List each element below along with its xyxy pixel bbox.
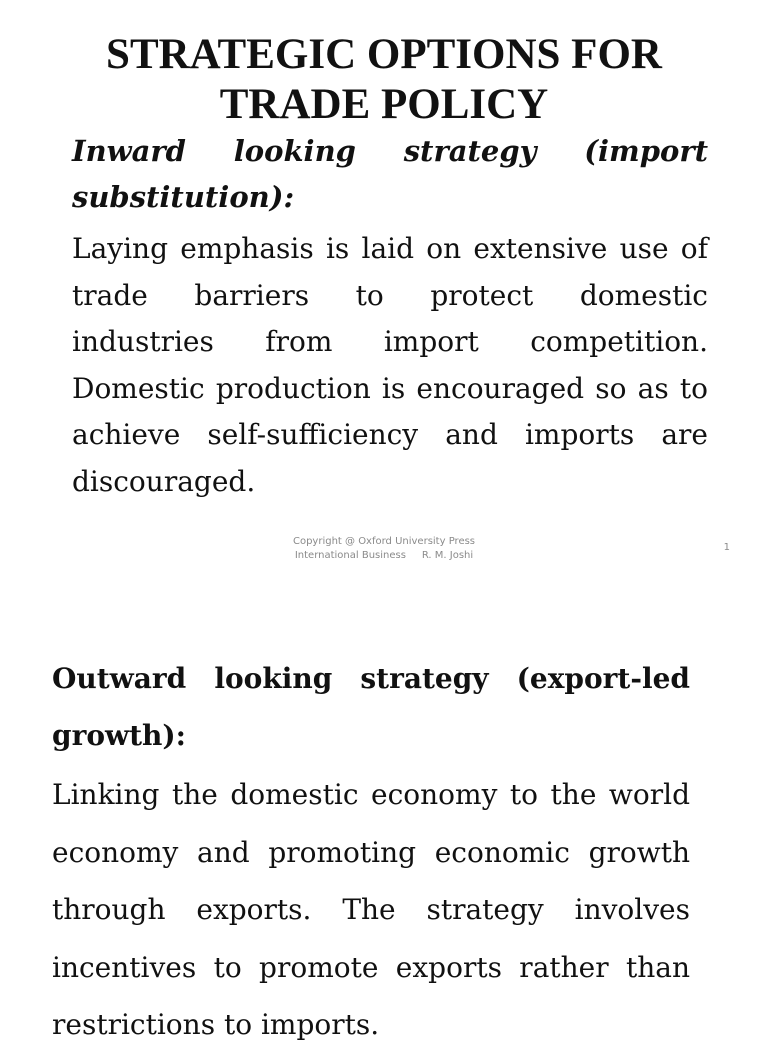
slide-title: STRATEGIC OPTIONS FOR TRADE POLICY	[106, 31, 662, 128]
outward-strategy-heading: Outward looking strategy (export-led growth):	[52, 662, 690, 752]
slide-page-number: 1	[723, 542, 730, 553]
footer-book-author: International Business R. M. Joshi	[294, 550, 474, 561]
slide-2	[0, 600, 768, 1041]
outward-strategy-body: Linking the domestic economy to the world economy and promoting economic growth through exports. The strategy involves incentives to promote exports rather than restrictions to imports.	[52, 778, 690, 1041]
slide-footer	[234, 535, 534, 563]
inward-strategy-heading: Inward looking strategy (import substitution):	[72, 134, 708, 214]
footer-copyright: Copyright @ Oxford University Press	[292, 536, 476, 547]
inward-strategy-body: Laying emphasis is laid on extensive use of trade barriers to protect domestic industries from import competition. Domestic production is encouraged so as to achieve self-sufficiency and imports are discouraged.	[72, 232, 708, 498]
